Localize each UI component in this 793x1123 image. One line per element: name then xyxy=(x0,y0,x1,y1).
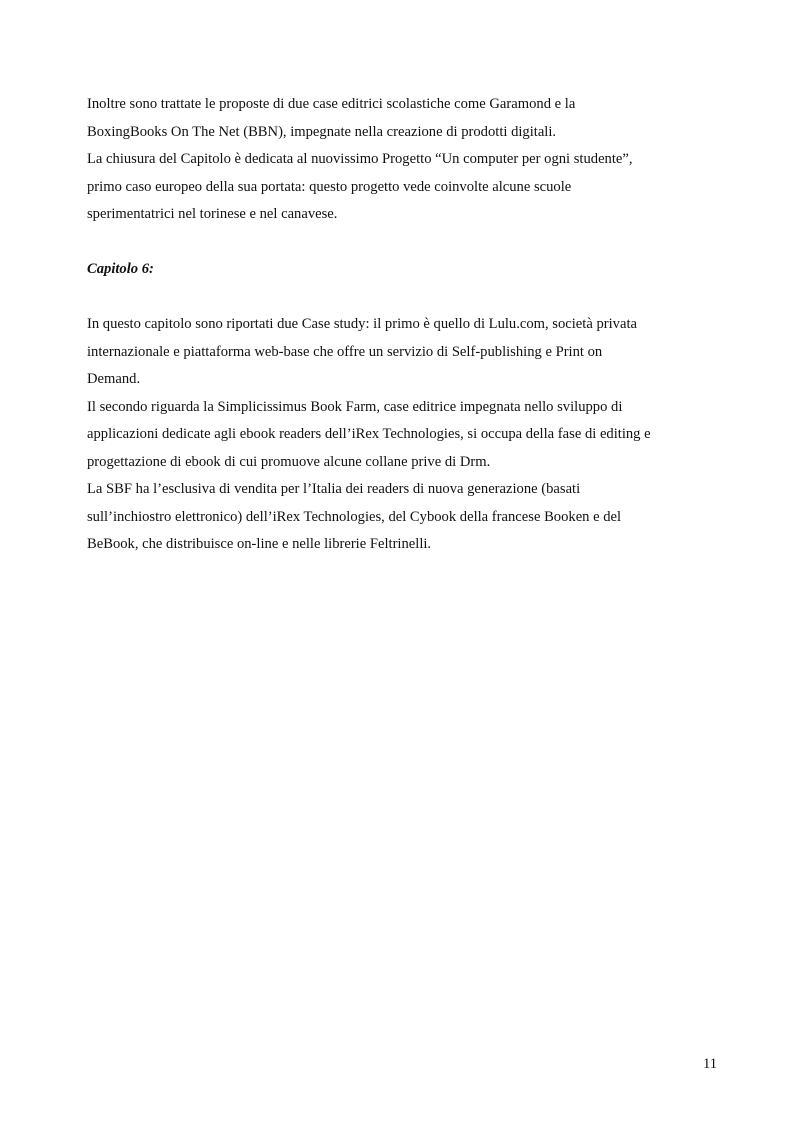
text-line: Il secondo riguarda la Simplicissimus Book Farm, case editrice impegnata nello sviluppo di xyxy=(87,398,623,415)
text-line: applicazioni dedicate agli ebook readers dell’iRex Technologies, si occupa della fase di editing e xyxy=(87,426,651,442)
text-line: Inoltre sono trattate le proposte di due case editrici scolastiche come Garamond e la xyxy=(87,96,576,112)
chapter-paragraph xyxy=(87,311,712,559)
text-line: progettazione di ebook di cui promuove alcune collane prive di Drm. xyxy=(87,453,491,470)
text-line: In questo capitolo sono riportati due Case study: il primo è quello di Lulu.com, società privata xyxy=(87,316,637,332)
text-line: sull’inchiostro elettronico) dell’iRex Technologies, del Cybook della francese Booken e del xyxy=(87,508,622,525)
text-line: La SBF ha l’esclusiva di vendita per l’Italia dei readers di nuova generazione (basati xyxy=(87,481,581,497)
text-line: BeBook, che distribuisce on-line e nelle librerie Feltrinelli. xyxy=(87,536,432,552)
text-line: Demand. xyxy=(87,371,141,387)
intro-paragraph xyxy=(87,91,712,229)
text-line: sperimentatrici nel torinese e nel canavese. xyxy=(87,206,338,222)
page-body xyxy=(87,91,712,559)
text-line: primo caso europeo della sua portata: questo progetto vede coinvolte alcune scuole xyxy=(87,178,572,195)
page-number: 11 xyxy=(702,1056,717,1072)
chapter-heading: Capitolo 6: xyxy=(87,261,154,277)
text-line: internazionale e piattaforma web-base che offre un servizio di Self-publishing e Print on xyxy=(87,343,603,360)
text-line: La chiusura del Capitolo è dedicata al nuovissimo Progetto “Un computer per ogni studente”, xyxy=(87,151,633,167)
text-line: BoxingBooks On The Net (BBN), impegnate nella creazione di prodotti digitali. xyxy=(87,123,557,140)
